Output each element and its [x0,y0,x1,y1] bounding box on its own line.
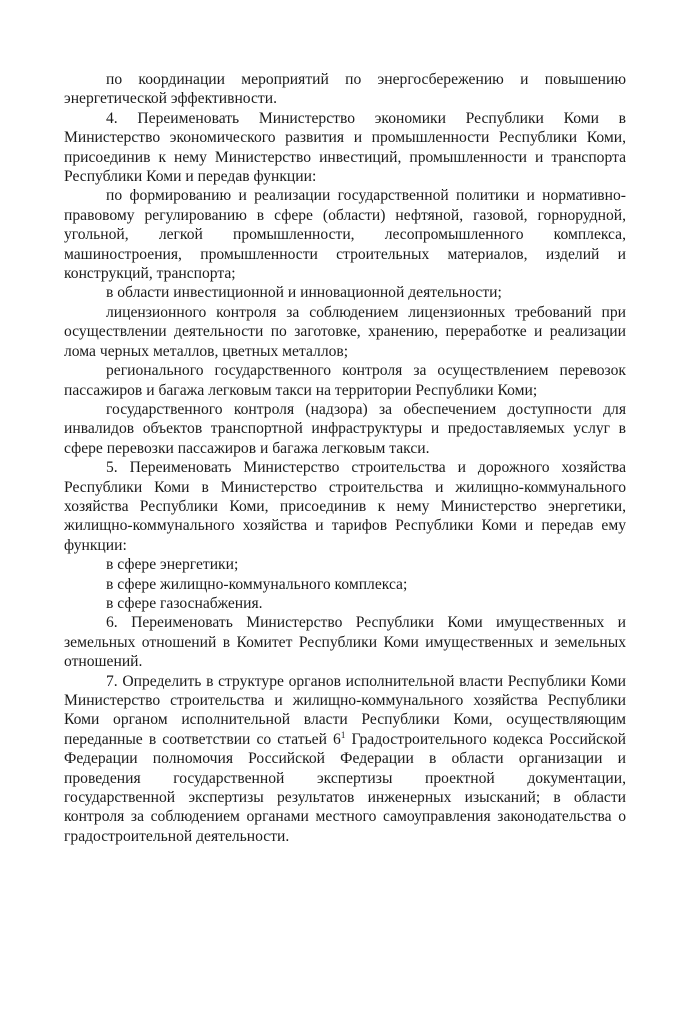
paragraph-text: Градостроительного кодекса Российской Федерации полномочия Российской Федерации в области организации и проведения государственной экспертизы проектной документации, государственной экспертизы результатов инженерных изысканий; в области контроля за соблюдением органами местного самоуправления законодательства о градостроительной деятельности. [64,730,627,845]
paragraph: по формированию и реализации государственной политики и нормативно-правовому регулированию в сфере (области) нефтяной, газовой, горнорудной, угольной, легкой промышленности, лесопромышленного комплекса, машиностроения, промышленности строительных материалов, изделий и конструкций, транспорта; [64,187,626,283]
paragraph: 4. Переименовать Министерство экономики Республики Коми в Министерство экономического развития и промышленности Республики Коми, присоединив к нему Министерство инвестиций, промышленности и транспорта Республики Коми и передав функции: [64,109,626,186]
paragraph: в сфере газоснабжения. [106,594,263,612]
paragraph: по координации мероприятий по энергосбережению и повышению энергетической эффективности. [64,71,626,108]
paragraph-text: 7. Определить в структуре органов исполнительной власти Республики Коми Министерство строительства и жилищно-коммунального хозяйства Республики Коми органом исполнительной власти Республики Коми, осуществляющим переданные в соответствии со статьей 6 [64,672,626,748]
paragraph: государственного контроля (надзора) за обеспечением доступности для инвалидов объектов транспортной инфраструктуры и предоставляемых услуг в сфере перевозки пассажиров и багажа легковым такси. [64,400,626,457]
paragraph: 5. Переименовать Министерство строительства и дорожного хозяйства Республики Коми в Министерство строительства и жилищно-коммунального хозяйства Республики Коми, присоединив к нему Министерство энергетики, жилищно-коммунального хозяйства и тарифов Республики Коми и передав ему функции: [64,459,626,554]
paragraph: регионального государственного контроля за осуществлением перевозок пассажиров и багажа легковым такси на территории Республики Коми; [64,362,626,399]
paragraph: в области инвестиционной и инновационной деятельности; [106,284,502,302]
document-body [64,70,626,846]
article-superscript: 1 [340,729,346,740]
paragraph: в сфере энергетики; [106,556,239,574]
paragraph: 6. Переименовать Министерство Республики Коми имущественных и земельных отношений в Комитет Республики Коми имущественных и земельных отношений. [64,614,626,671]
paragraph: в сфере жилищно-коммунального комплекса; [106,575,408,593]
paragraph: лицензионного контроля за соблюдением лицензионных требований при осуществлении деятельности по заготовке, хранению, переработке и реализации лома черных металлов, цветных металлов; [64,303,626,360]
paragraph [64,672,626,847]
